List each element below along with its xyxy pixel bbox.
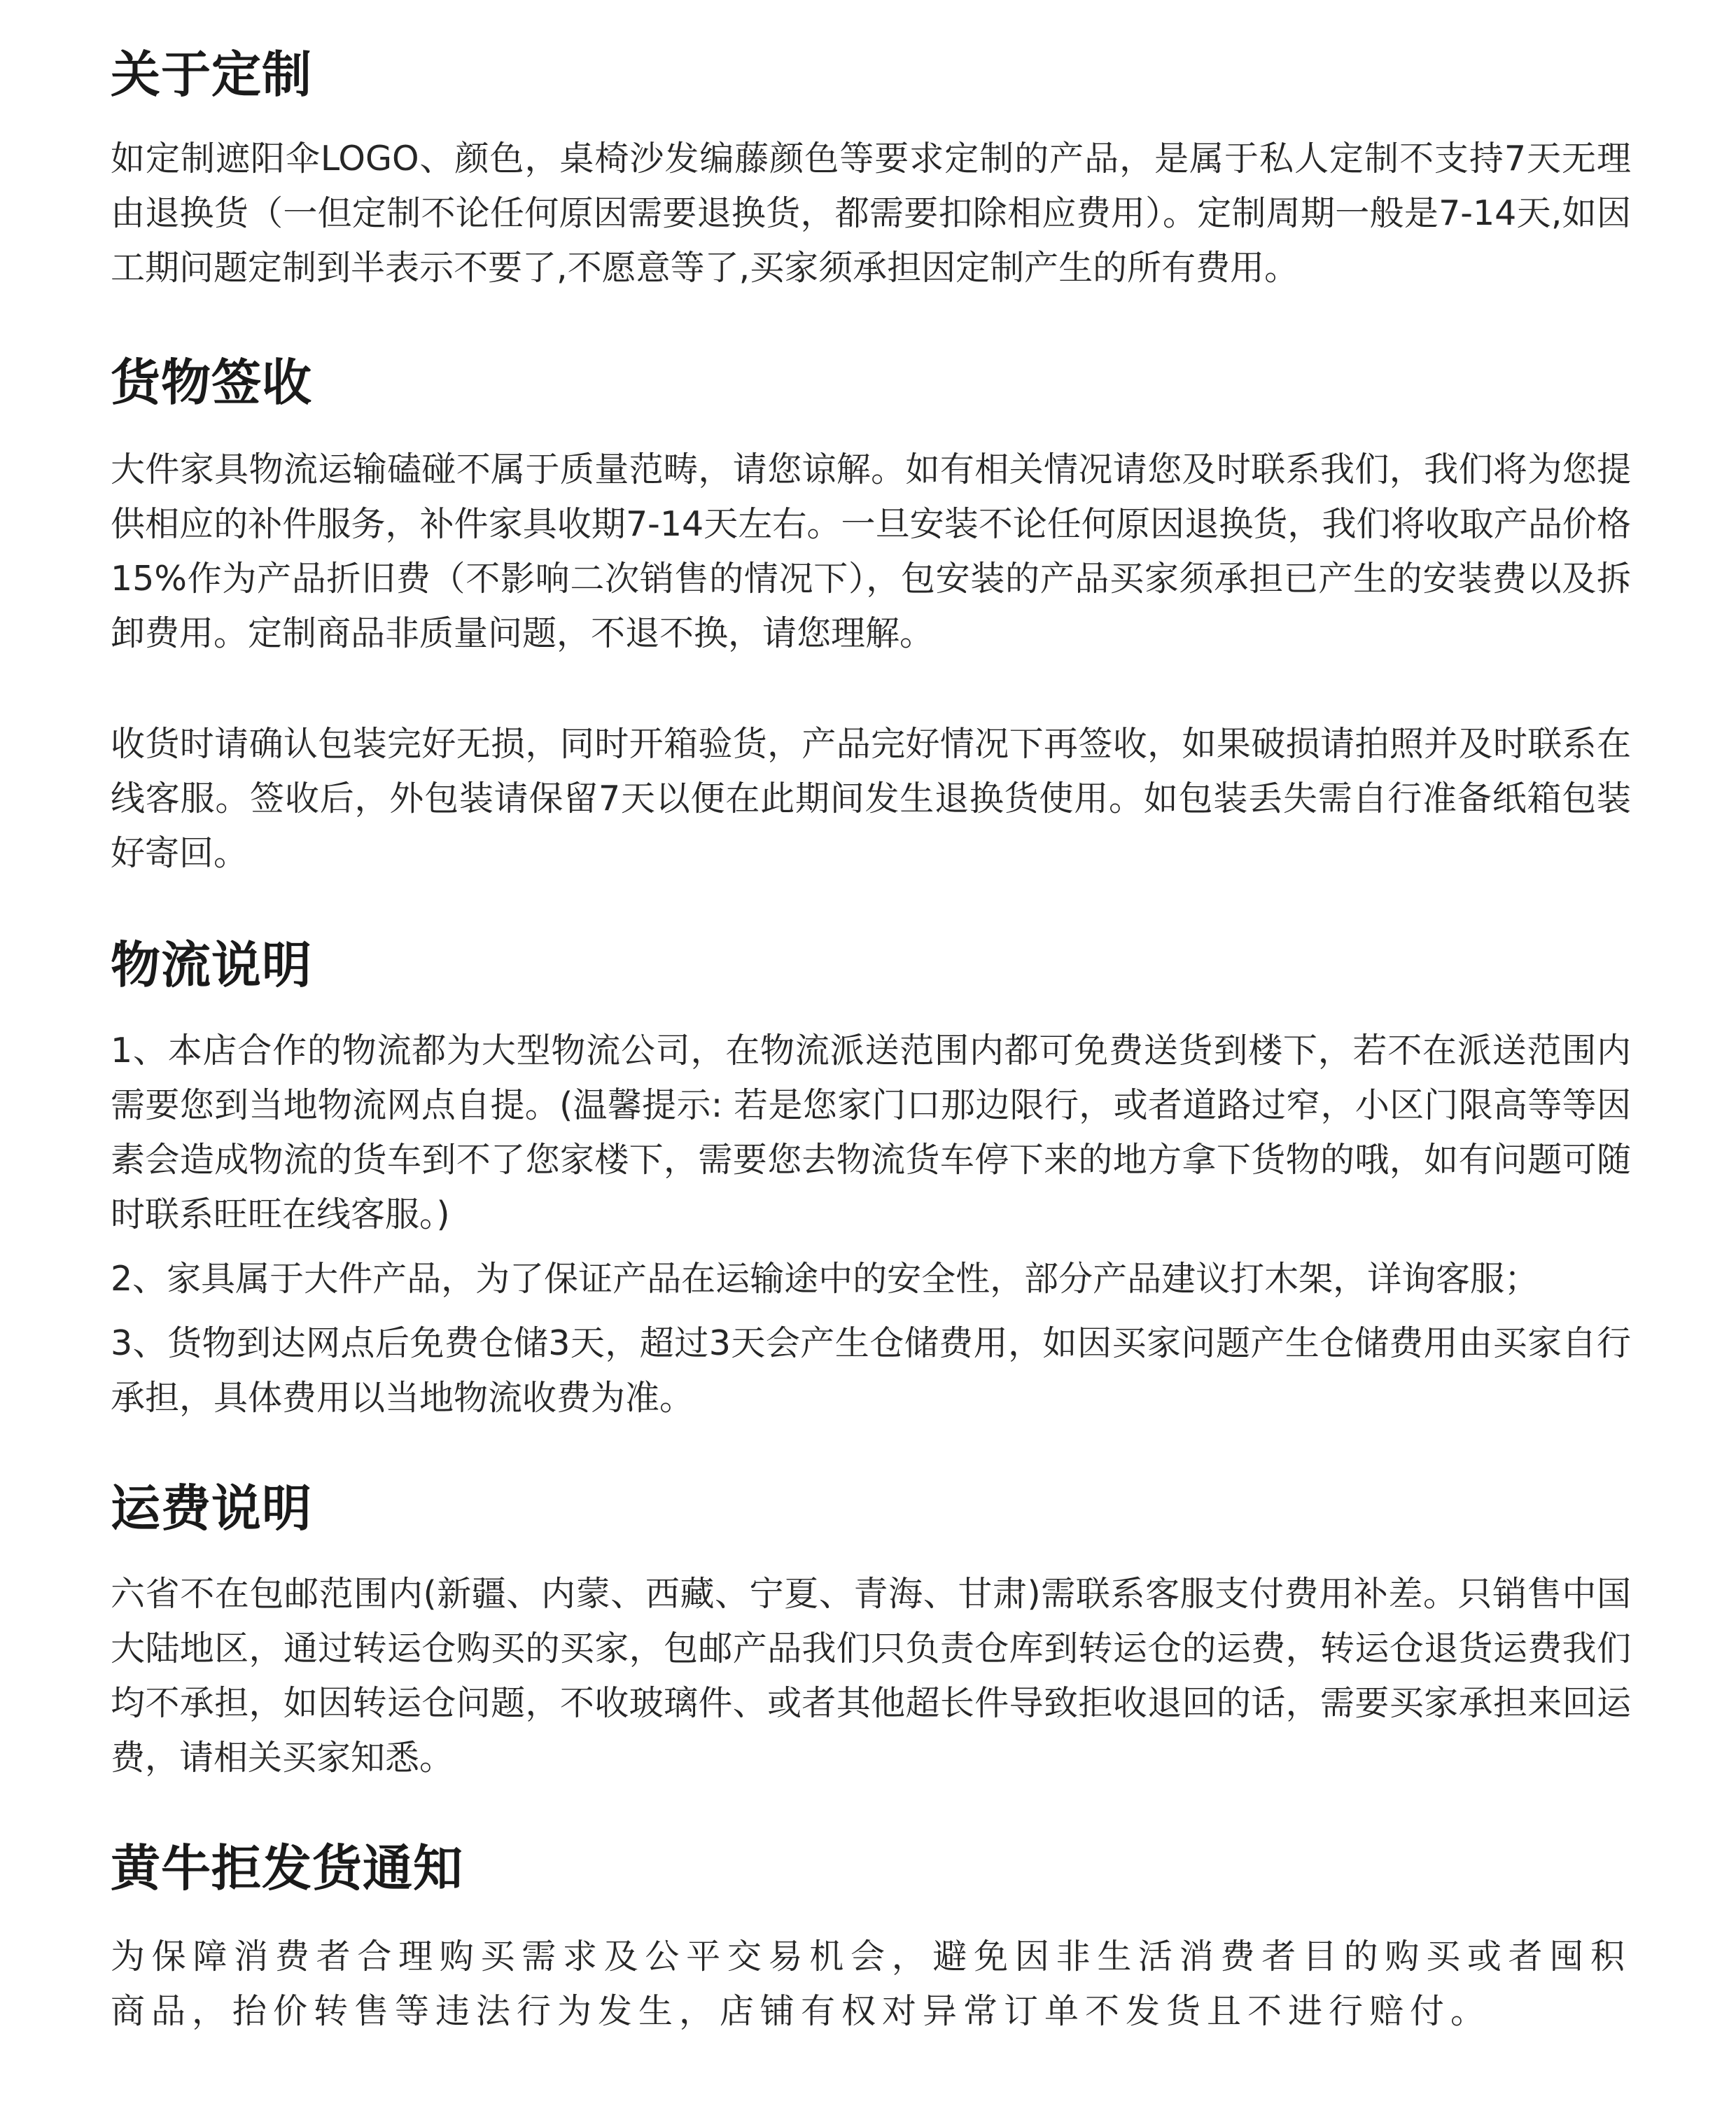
section-title: 物流说明	[111, 936, 313, 994]
section-paragraph: 大件家具物流运输磕碰不属于质量范畴，请您谅解。如有相关情况请您及时联系我们，我们将为您提供相应的补件服务，补件家具收期7-14天左右。一旦安装不论任何原因退换货，我们将收取产品价格15%作为产品折旧费（不影响二次销售的情况下），包安装的产品买家须承担已产生的安装费以及拆卸费用。定制商品非质量问题，不退不换，请您理解。	[111, 449, 1631, 653]
section-paragraph: 为保障消费者合理购买需求及公平交易机会，避免因非生活消费者目的购买或者囤积商品，抬价转售等违法行为发生，店铺有权对异常订单不发货且不进行赔付。	[111, 1937, 1631, 2031]
section-title: 运费说明	[111, 1479, 313, 1537]
section-scalper-notice	[111, 1832, 1631, 2039]
section-paragraph: 如定制遮阳伞LOGO、颜色，桌椅沙发编藤颜色等要求定制的产品，是属于私人定制不支持7天无理由退换货（一但定制不论任何原因需要退换货，都需要扣除相应费用）。定制周期一般是7-14天,如因工期问题定制到半表示不要了,不愿意等了,买家须承担因定制产生的所有费用。	[111, 139, 1631, 288]
section-paragraph: 3、货物到达网点后免费仓储3天，超过3天会产生仓储费用，如因买家问题产生仓储费用由买家自行承担，具体费用以当地物流收费为准。	[111, 1323, 1631, 1418]
section-shipping-fees	[111, 1472, 1631, 1785]
section-paragraph: 1、本店合作的物流都为大型物流公司，在物流派送范围内都可免费送货到楼下，若不在派送范围内需要您到当地物流网点自提。(温馨提示: 若是您家门口那边限行，或者道路过窄，小区门限高等等因素会造成物流的货车到不了您家楼下，需要您去物流货车停下来的地方拿下货物的哦，如有问题可随时联系旺旺在线客服。)	[111, 1031, 1631, 1234]
section-logistics	[111, 928, 1631, 1425]
section-paragraph: 2、家具属于大件产品，为了保证产品在运输途中的安全性，部分产品建议打木架，详询客服；	[111, 1259, 1539, 1299]
section-goods-receipt	[111, 346, 1631, 881]
section-paragraph: 六省不在包邮范围内(新疆、内蒙、西藏、宁夏、青海、甘肃)需联系客服支付费用补差。只销售中国大陆地区，通过转运仓购买的买家，包邮产品我们只负责仓库到转运仓的运费，转运仓退货运费我们均不承担，如因转运仓问题，不收玻璃件、或者其他超长件导致拒收退回的话，需要买家承担来回运费，请相关买家知悉。	[111, 1574, 1631, 1778]
section-custom-orders	[111, 38, 1631, 295]
section-title: 货物签收	[111, 354, 313, 412]
section-title: 关于定制	[111, 46, 313, 104]
section-paragraph: 收货时请确认包装完好无损，同时开箱验货，产品完好情况下再签收，如果破损请拍照并及时联系在线客服。签收后，外包装请保留7天以便在此期间发生退换货使用。如包装丢失需自行准备纸箱包装好寄回。	[111, 724, 1631, 873]
section-title: 黄牛拒发货通知	[111, 1839, 464, 1897]
